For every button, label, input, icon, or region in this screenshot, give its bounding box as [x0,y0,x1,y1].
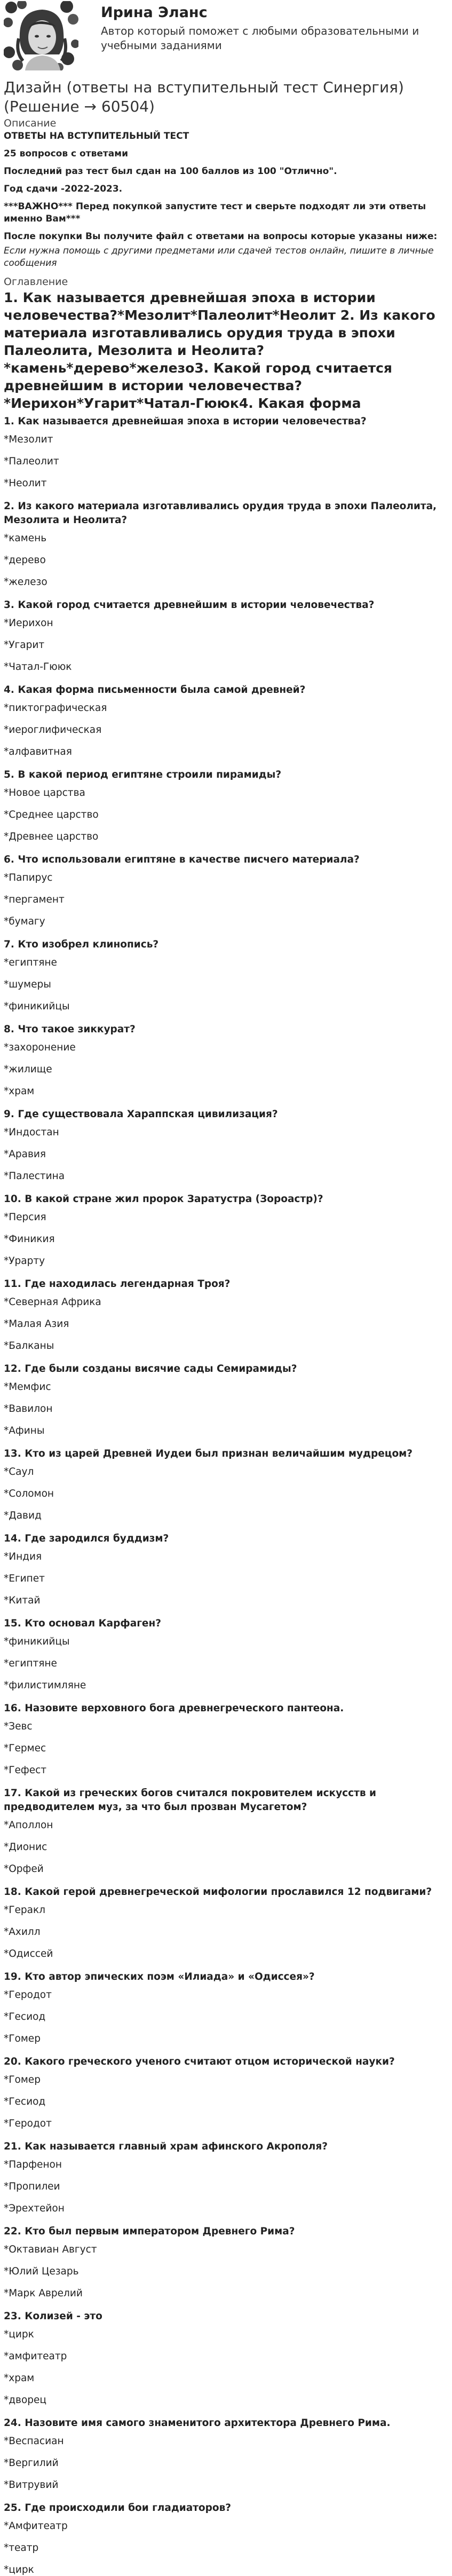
question-3: 3. Какой город считается древнейшим в истории человечества? [4,599,375,611]
answer-option: *Гефест [4,1765,47,1776]
question-13: 13. Кто из царей Древней Иудеи был признан величайшим мудрецом? [4,1448,413,1459]
author-avatar[interactable] [4,1,78,70]
answer-option: *финикийцы [4,1001,70,1012]
answer-option: *Вавилон [4,1403,53,1415]
answer-option: *Чатал-Гююк [4,661,72,673]
answer-option: *Ахилл [4,1926,41,1938]
answer-option: *Витрувий [4,2479,59,2491]
answer-option: *Мезолит [4,434,53,445]
intro-after-purchase: После покупки Вы получите файл с ответами на вопросы которые указаны ниже: [4,231,438,242]
question-24: 24. Назовите имя самого знаменитого архитектора Древнего Рима. [4,2417,391,2429]
question-14: 14. Где зародился буддизм? [4,1533,169,1544]
author-name[interactable]: Ирина Эланс [101,4,208,21]
answer-option: *Орфей [4,1863,44,1875]
answer-option: *Саул [4,1466,34,1477]
answer-option: *египтяне [4,1658,57,1669]
answer-option: *Геродот [4,2118,52,2129]
answer-option: *Амфитеатр [4,2520,68,2532]
question-22: 22. Кто был первым императором Древнего Рима? [4,2226,295,2237]
answer-option: *Веспасиан [4,2436,64,2447]
question-4: 4. Какая форма письменности была самой древней? [4,684,306,696]
answer-option: *Палестина [4,1171,65,1182]
question-11: 11. Где находилась легендарная Троя? [4,1278,231,1290]
question-6: 6. Что использовали египтяне в качестве писчего материала? [4,854,360,865]
answer-option: *Октавиан Август [4,2244,97,2255]
answer-option: *Афины [4,1425,45,1436]
answer-option: *Зевс [4,1721,33,1732]
answer-option: *Гермес [4,1743,46,1754]
answer-option: *Соломон [4,1488,54,1499]
answer-option: *Папирус [4,872,53,883]
question-5: 5. В какой период египтяне строили пирамиды? [4,769,282,780]
question-9: 9. Где существовала Хараппская цивилизация? [4,1109,278,1120]
question-19: 19. Кто автор эпических поэм «Илиада» и «Одиссея»? [4,1971,315,1982]
answer-option: *театр [4,2542,39,2554]
answer-option: *Индостан [4,1127,59,1138]
answer-option: *жилище [4,1064,52,1075]
answer-option: *пиктографическая [4,702,107,714]
answer-option: *Геракл [4,1905,45,1916]
answer-option: *Эрехтейон [4,2203,65,2214]
answer-option: *финикийцы [4,1636,70,1647]
answer-option: *шумеры [4,979,51,990]
intro-last-score: Последний раз тест был сдан на 100 баллов из 100 "Отлично". [4,166,337,177]
answer-option: *Гесиод [4,2011,46,2022]
author-header [4,0,449,76]
answer-option: *цирк [4,2329,34,2340]
question-1: 1. Как называется древнейшая эпоха в истории человечества? [4,416,367,427]
question-15: 15. Кто основал Карфаген? [4,1618,161,1629]
answer-option: *Балканы [4,1340,54,1352]
answer-option: *Древнее царство [4,831,99,842]
answer-option: *амфитеатр [4,2351,67,2362]
toc-label: Оглавление [4,276,68,288]
answer-option: *цирк [4,2564,34,2575]
answer-option: *Одиссей [4,1948,53,1959]
answer-option: *алфавитная [4,746,72,757]
answer-option: *Индия [4,1551,42,1562]
question-7: 7. Кто изобрел клинопись? [4,939,159,950]
answer-option: *камень [4,533,47,544]
question-8: 8. Что такое зиккурат? [4,1024,136,1035]
answer-option: *филистимляне [4,1680,86,1691]
description-label: Описание [4,117,57,129]
question-25: 25. Где происходили бои гладиаторов? [4,2502,232,2514]
question-16: 16. Назовите верховного бога древнегреческого пантеона. [4,1703,344,1714]
answer-option: *Юлий Цезарь [4,2266,79,2277]
answer-option: *дворец [4,2395,46,2406]
question-23: 23. Колизей - это [4,2311,102,2322]
answer-option: *Геродот [4,1989,52,2001]
question-18: 18. Какой герой древнегреческой мифологии прославился 12 подвигами? [4,1886,432,1898]
answer-option: *Гесиод [4,2096,46,2107]
answer-option: *Пропилеи [4,2181,60,2192]
question-10: 10. В какой стране жил пророк Заратустра (Зороастр)? [4,1194,323,1205]
answer-option: *Иерихон [4,618,53,629]
answer-option: *Персия [4,1212,46,1223]
author-description: Автор который поможет с любыми образовательными и учебными заданиями [101,25,419,52]
answer-option: *Урарту [4,1255,45,1267]
question-12: 12. Где были созданы висячие сады Семирамиды? [4,1363,297,1374]
answer-option: *Палеолит [4,456,59,467]
answer-option: *иероглифическая [4,724,102,736]
answer-option: *захоронение [4,1042,76,1053]
answer-option: *Дионис [4,1842,47,1853]
answer-option: *Северная Африка [4,1297,101,1308]
answer-option: *Неолит [4,478,47,489]
answer-option: *Парфенон [4,2159,62,2170]
question-2: 2. Из какого материала изготавливались орудия труда в эпохи Палеолита, Мезолита и Неолита? [4,501,437,526]
answer-option: *Малая Азия [4,1318,69,1330]
answer-option: *дерево [4,555,46,566]
answer-option: *Среднее царство [4,809,99,820]
answer-option: *Аполлон [4,1820,53,1831]
intro-contact: Если нужна помощь с другими предметами или сдачей тестов онлайн, пишите в личные сообщения [4,246,434,268]
answer-option: *железо [4,576,47,588]
answer-option: *пергамент [4,894,65,905]
answer-option: *Египет [4,1573,45,1584]
answer-option: *Гомер [4,2033,41,2044]
answer-option: *Новое царства [4,787,85,799]
question-20: 20. Какого греческого ученого считают отцом исторической науки? [4,2056,395,2067]
qa-list [4,415,449,2576]
answer-option: *Финикия [4,1234,55,1245]
answer-option: *бумагу [4,916,45,927]
question-17: 17. Какой из греческих богов считался покровителем искусств и предводителем муз, за что был прозван Мусагетом? [4,1788,376,1813]
answer-option: *Китай [4,1595,41,1606]
intro-year: Год сдачи -2022-2023. [4,184,123,194]
answer-option: *храм [4,1086,35,1097]
page-title: Дизайн (ответы на вступительный тест Синергия) (Решение → 60504) [4,78,404,115]
answer-option: *египтяне [4,957,57,968]
answer-option: *Аравия [4,1149,46,1160]
answer-option: *Угарит [4,639,45,651]
question-21: 21. Как называется главный храм афинского Акрополя? [4,2141,328,2152]
intro-heading: ОТВЕТЫ НА ВСТУПИТЕЛЬНЫЙ ТЕСТ [4,131,189,141]
intro-count: 25 вопросов с ответами [4,148,128,159]
answer-option: *Марк Аврелий [4,2288,83,2299]
answer-option: *Давид [4,1510,42,1521]
answer-option: *Вергилий [4,2458,59,2469]
answer-option: *Мемфис [4,1381,51,1393]
toc-text: 1. Как называется древнейшая эпоха в истории человечества?*Мезолит*Палеолит*Неолит 2. Из какого материала изготавливались орудия труда в эпохи Палеолита, Мезолита и Неолита?*камень*дерево*железо3. Какой город считается древнейшим в истории человечества?*Иерихон*Угарит*Чатал-Гююк4. Какая форма [4,290,435,411]
author-info [101,1,421,53]
intro-important: ***ВАЖНО*** Перед покупкой запустите тест и сверьте подходят ли эти ответы именно Вам*** [4,201,426,224]
answer-option: *храм [4,2373,35,2384]
answer-option: *Гомер [4,2074,41,2085]
